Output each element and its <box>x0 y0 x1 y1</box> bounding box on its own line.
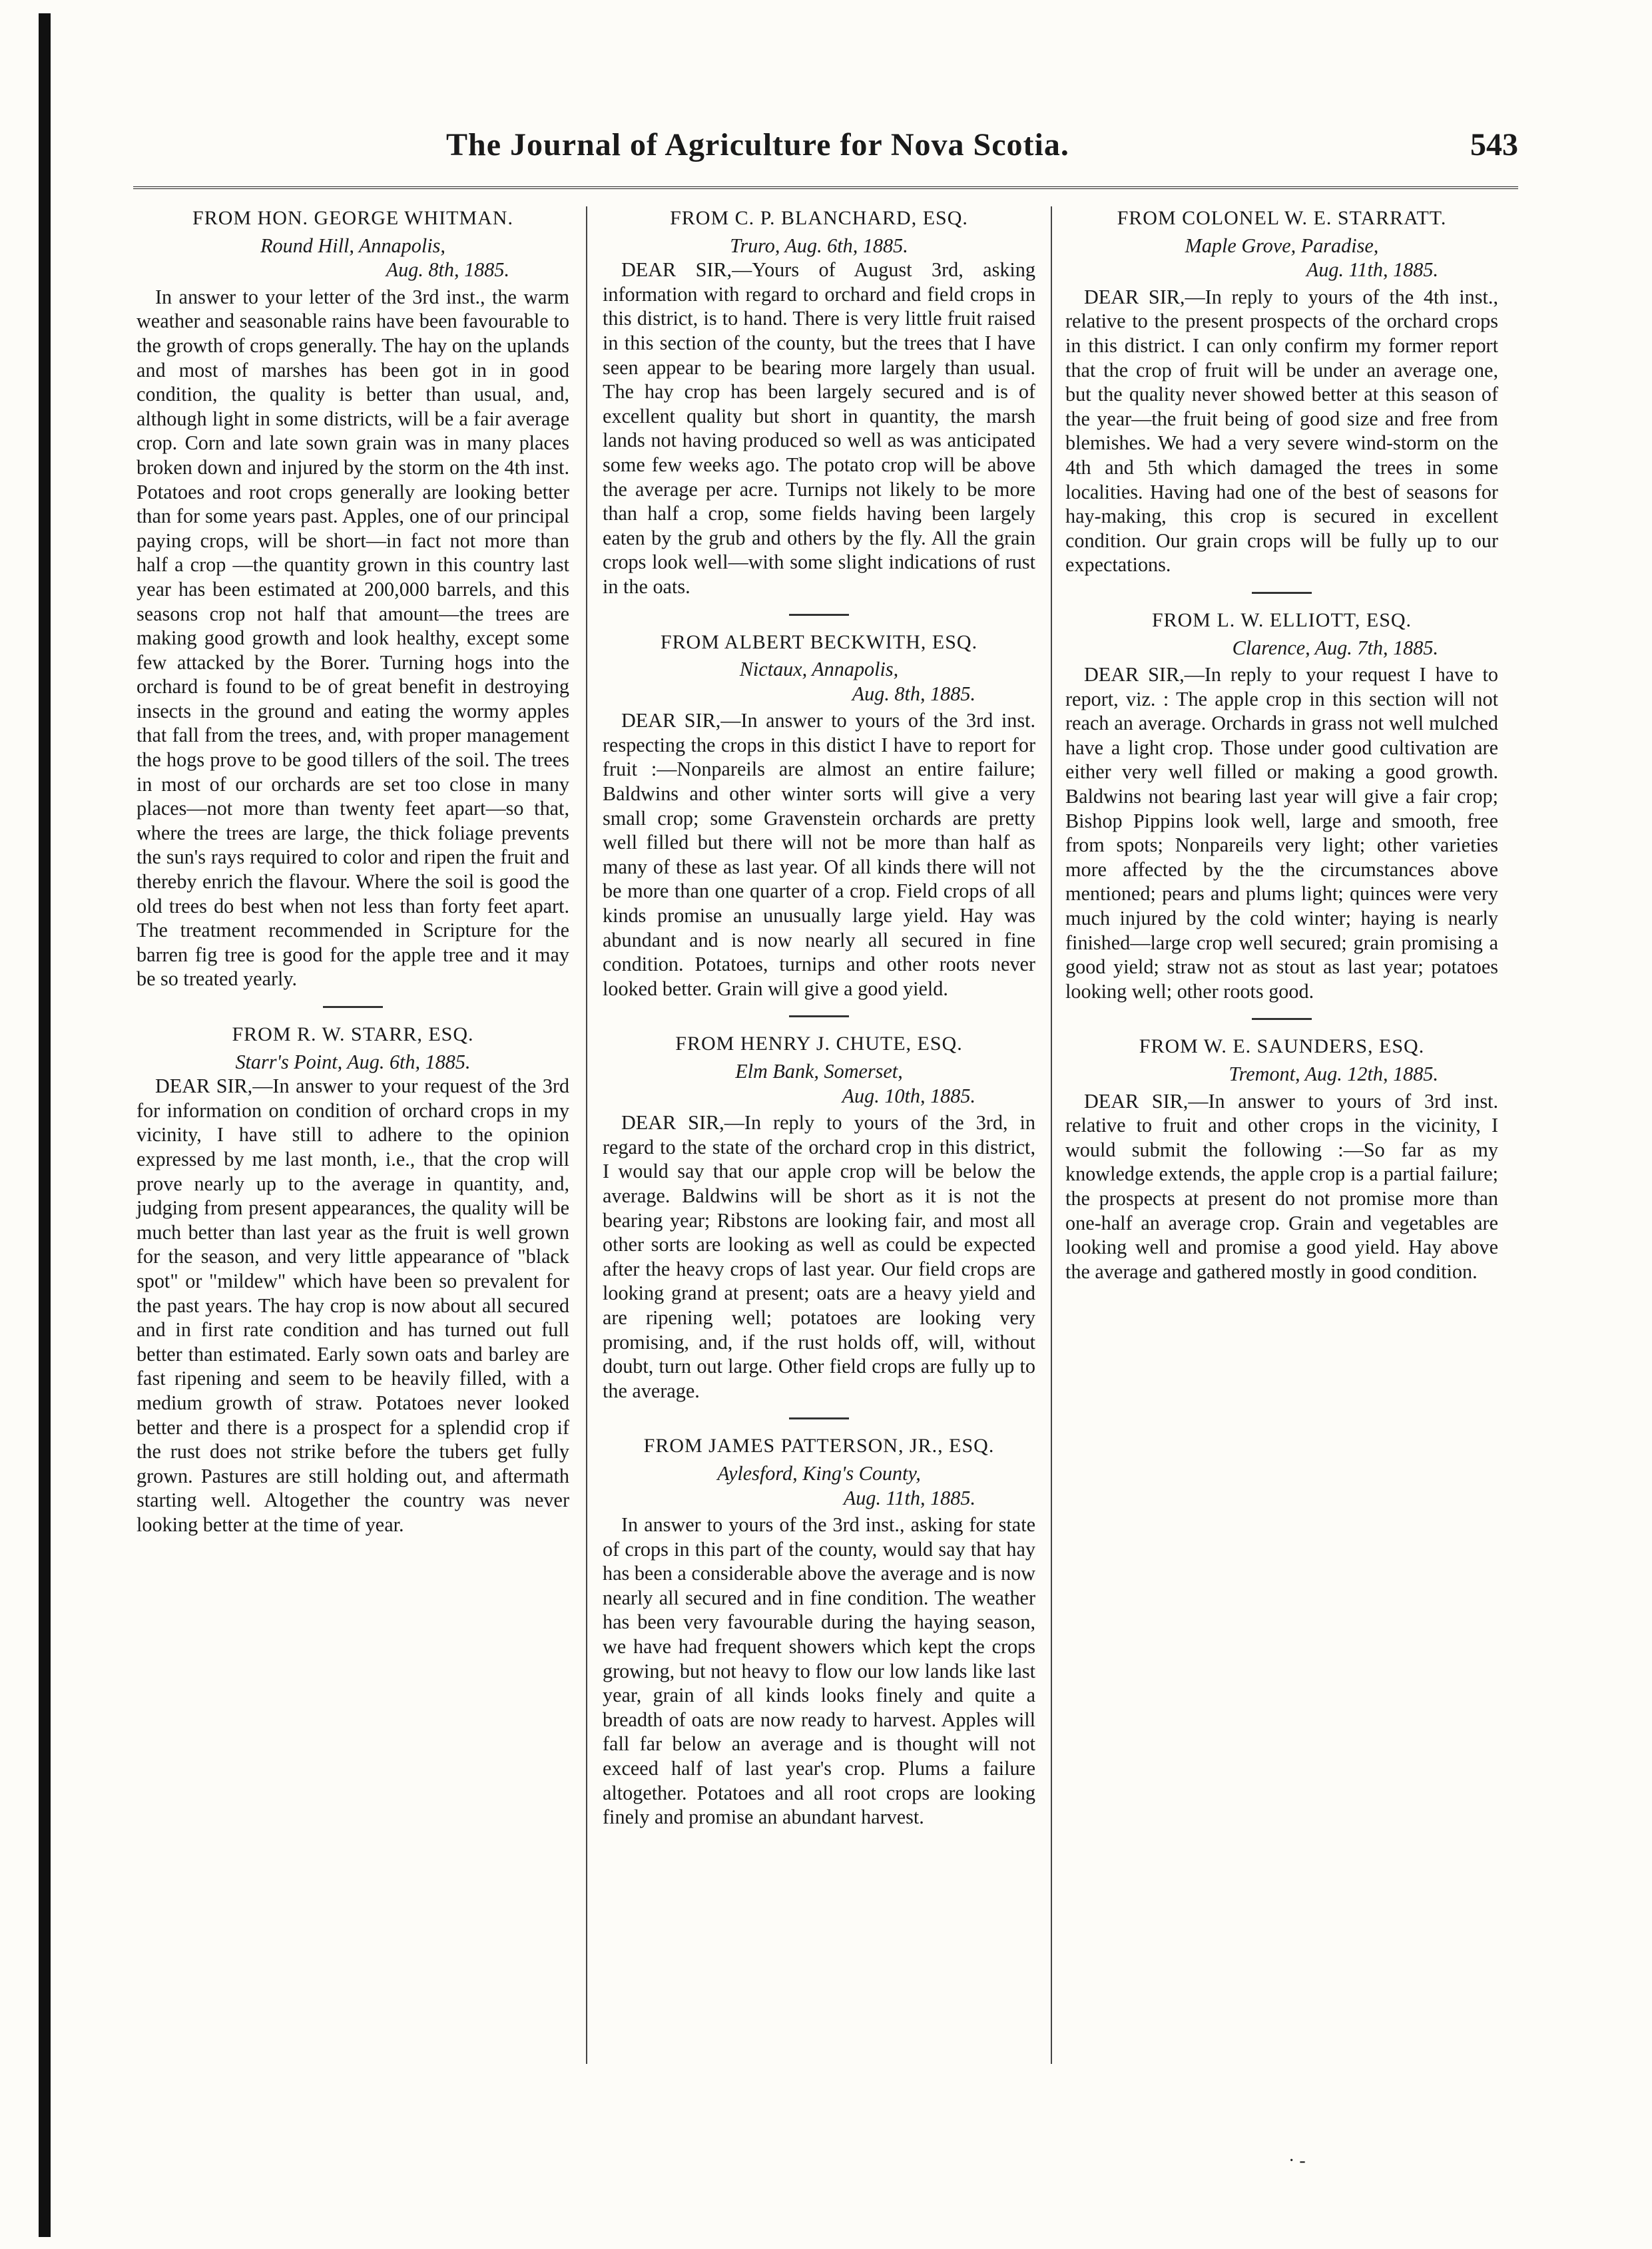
column-rule <box>1051 206 1052 2064</box>
letter-place: Starr's Point, Aug. 6th, 1885. <box>235 1050 471 1073</box>
letter-date: Aug. 11th, 1885. <box>843 1486 975 1509</box>
letter-from: FROM W. E. SAUNDERS, ESQ. <box>1139 1035 1425 1058</box>
letter-from: FROM HON. GEORGE WHITMAN. <box>192 207 513 229</box>
letter-date: Aug. 8th, 1885. <box>852 682 975 705</box>
letter-place: Round Hill, Annapolis, <box>260 234 445 257</box>
divider <box>323 1006 383 1008</box>
letter-whitman <box>137 206 569 991</box>
letter-starr <box>137 1023 569 1537</box>
divider <box>1252 1018 1312 1020</box>
letter-beckwith <box>603 630 1035 1001</box>
letter-date: Aug. 8th, 1885. <box>386 258 509 282</box>
letter-saunders <box>1065 1035 1498 1284</box>
letter-body: DEAR SIR,—In reply to yours of the 4th inst., relative to the present prospects of the orchard crops in this district. I can only confirm my former report that the crop of fruit will be under an average one, but the quality never showed better at this season of the year—the fruit being of good size and free from blemishes. We had a very severe wind-storm on the 4th and 5th which damaged the trees in some localities. Having had one of the best of seasons for hay-making, this crop is secured in excellent condition. Our grain crops will be fully up to our expectations. <box>1065 285 1498 577</box>
divider <box>789 1417 849 1419</box>
letter-body: In answer to your letter of the 3rd inst., the warm weather and seasonable rains have been favourable to the growth of crops generally. The hay on the uplands and most of marshes has been got in in good condition, the quality is better than usual, and, although light in some districts, will be a fair average crop. Corn and late sown grain was in many places broken down and injured by the storm on the 4th inst. Potatoes and root crops generally are looking better than for some years past. Apples, one of our principal paying crops, will be short—in fact not more than half a crop —the quantity grown in this country last year has been estimated at 200,000 barrels, and this seasons crop not half that amount—the trees are making good growth and look healthy, except some few attacked by the Borer. Turning hogs into the orchard is found to be of great benefit in destroying insects in the ground and eating the wormy apples that fall from the trees, and, with proper management the hogs prove to be good tillers of the soil. The trees in most of our orchards are set too close in many places—not more than twenty feet apart—so that, where the trees are large, the thick foliage prevents the sun's rays required to color and ripen the fruit and thereby enrich the flavour. Where the soil is good the old trees do best when not less than forty feet apart. The treatment recommended in Scripture for the barren fig tree is good for the apple tree and it may be so treated yearly. <box>137 285 569 991</box>
header-rule <box>133 186 1518 189</box>
letter-from: FROM L. W. ELLIOTT, ESQ. <box>1151 609 1412 631</box>
divider <box>1252 592 1312 594</box>
page-number: 543 <box>1470 127 1518 162</box>
letter-place: Aylesford, King's County, <box>717 1461 921 1485</box>
letter-body: DEAR SIR,—In answer to yours of 3rd inst. relative to fruit and other crops in the vicinity, I would submit the following :—So far as my knowledge extends, the apple crop is a partial failure; the prospects at present do not promise more than one-half an average crop. Grain and vegetables are looking well and promise a good yield. Hay above the average and gathered mostly in good condition. <box>1065 1089 1498 1283</box>
letter-date: Clarence, Aug. 7th, 1885. <box>1232 636 1438 659</box>
letter-patterson <box>603 1434 1035 1830</box>
ink-mark: · - <box>1288 2150 1306 2171</box>
divider <box>789 614 849 616</box>
letter-date: Tremont, Aug. 12th, 1885. <box>1229 1063 1438 1085</box>
letter-chute <box>603 1032 1035 1403</box>
letter-body: DEAR SIR,—Yours of August 3rd, asking information with regard to orchard and field crops in this district, is to hand. There is very little fruit raised in this section of the county, but the trees that I have seen appear to be bearing more largely than usual. The hay crop has been largely secured and is of excellent quality but short in quantity, the marsh lands not having produced so well as was anticipated some few weeks ago. The potato crop will be above the average per acre. Turnips not likely to be more than half a crop, some fields having been largely eaten by the grub and others by the fly. All the grain crops look well—with some slight indications of rust in the oats. <box>603 258 1035 598</box>
journal-title: The Journal of Agriculture for Nova Scotia. <box>446 127 1069 162</box>
letter-blanchard <box>603 206 1035 599</box>
letter-date: Aug. 11th, 1885. <box>1306 258 1438 282</box>
letter-from: FROM JAMES PATTERSON, JR., ESQ. <box>643 1435 995 1457</box>
column-3 <box>1065 206 1498 1298</box>
letter-place: Maple Grove, Paradise, <box>1185 234 1379 257</box>
letter-place: Elm Bank, Somerset, <box>735 1060 903 1083</box>
letter-elliott <box>1065 609 1498 1004</box>
letter-from: FROM ALBERT BECKWITH, ESQ. <box>660 630 978 653</box>
letter-body: DEAR SIR,—In answer to yours of the 3rd inst. respecting the crops in this distict I have to report for fruit :—Nonpareils are almost an entire failure; Baldwins and other winter sorts will give a very small crop; some Gravenstein orchards are pretty well filled but there will not be more than half as many of these as last year. Of all kinds there will not be more than one quarter of a crop. Field crops of all kinds promise an unusually large yield. Hay was abundant and is now nearly all secured in fine condition. Potatoes, turnips and other roots never looked better. Grain will give a good yield. <box>603 709 1035 1000</box>
letter-body: DEAR SIR,—In reply to yours of the 3rd, in regard to the state of the orchard crop in this district, I would say that our apple crop will be below the average. Baldwins will be short as it is not the bearing year; Ribstons are looking fair, and most all other sorts are looking as well as could be expected after the heavy crops of last year. Our field crops are looking grand at present; oats are a heavy yield and are ripening well; potatoes are looking very promising, and, if the rust holds off, will, without doubt, turn out large. Other field crops are fully up to the average. <box>603 1111 1035 1402</box>
column-1 <box>137 206 569 1551</box>
letter-from: FROM HENRY J. CHUTE, ESQ. <box>675 1033 963 1055</box>
letter-place: Nictaux, Annapolis, <box>739 658 899 681</box>
letter-body: DEAR SIR,—In reply to your request I have to report, viz. : The apple crop in this section will not reach an average. Orchards in grass not well mulched have a light crop. Those under good cultivation are either very well filled or making a good growth. Baldwins not bearing last year will give a fair crop; Bishop Pippins look well, large and smooth, free from spots; Nonpareils very light; other varieties more affected by the the circumstances above mentioned; pears and plums light; quinces were very much injured by the cold winter; haying is nearly finished—large crop well secured; grain promising a good yield; straw not as stout as last year; potatoes looking well; other roots good. <box>1065 663 1498 1003</box>
divider <box>789 1015 849 1017</box>
scan-edge <box>39 13 51 2237</box>
letter-body: In answer to yours of the 3rd inst., asking for state of crops in this part of the county, would say that hay has been a considerable above the average and is now nearly all secured and in fine condition. The weather has been very favourable during the haying season, we have had frequent showers which kept the crops growing, but not heavy to flow our low lands like last year, grain of all kinds looks finely and quite a breadth of oats are now ready to harvest. Apples will fall far below an average and is thought will not exceed half of last year's crop. Plums a failure altogether. Potatoes and all root crops are looking finely and promise an abundant harvest. <box>603 1513 1035 1829</box>
letter-body: DEAR SIR,—In answer to your request of the 3rd for information on condition of orchard crops in my vicinity, I have still to adhere to the opinion expressed by me last month, i.e., that the crop will prove nearly up to the average in quantity, and, judging from present appearances, the quality will be much better than last year as the fruit is well grown for the season, and very little appearance of "black spot" or "mildew" which have been so prevalent for the past years. The hay crop is now about all secured and in first rate condition and has turned out full better than estimated. Early sown oats and barley are fast ripening and seem to be heavily filled, with a medium growth of straw. Potatoes never looked better and there is a prospect for a splendid crop if the rust does not strike before the tubers get fully grown. Pastures are still holding out, and aftermath starting well. Altogether the country was never looking better at the time of year. <box>137 1075 569 1536</box>
letter-from: FROM C. P. BLANCHARD, ESQ. <box>670 207 968 229</box>
letter-starratt <box>1065 206 1498 577</box>
column-rule <box>586 206 587 2064</box>
letter-date: Aug. 10th, 1885. <box>842 1084 975 1107</box>
page-header <box>133 100 1518 180</box>
letter-from: FROM R. W. STARR, ESQ. <box>232 1023 474 1045</box>
column-2 <box>603 206 1035 1844</box>
letter-from: FROM COLONEL W. E. STARRATT. <box>1117 207 1447 229</box>
letter-place: Truro, Aug. 6th, 1885. <box>730 234 908 257</box>
